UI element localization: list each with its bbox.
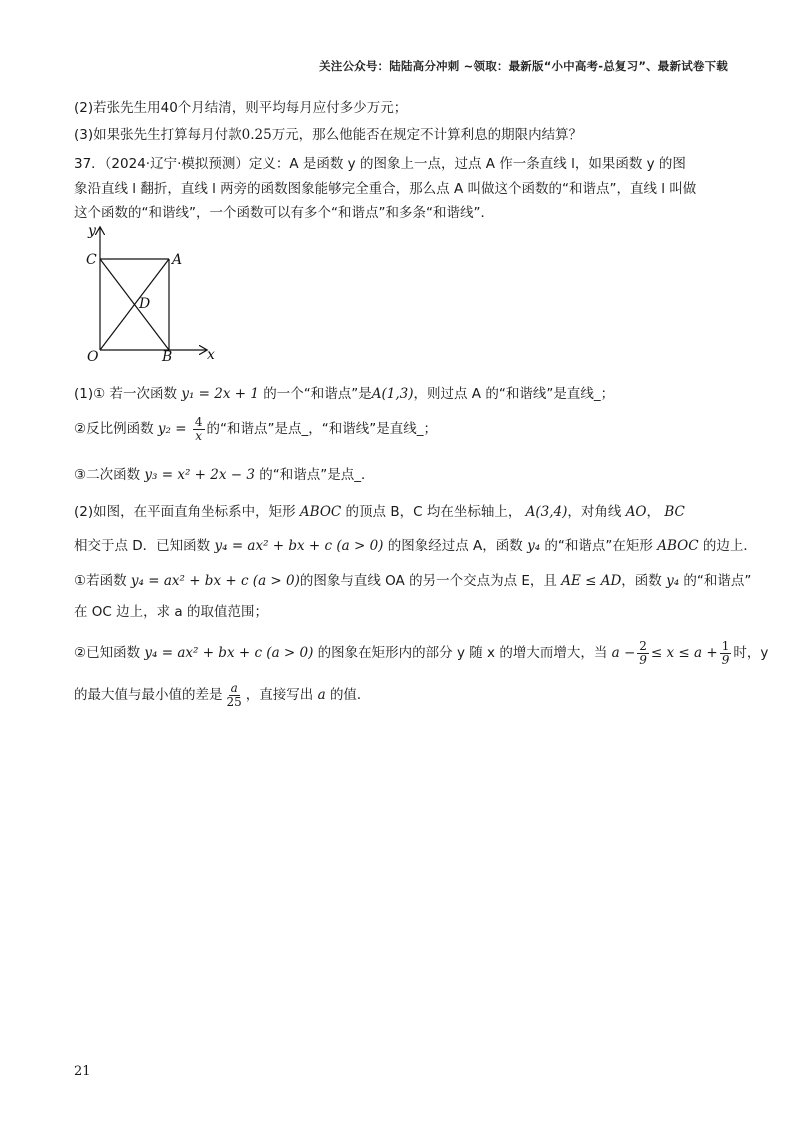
p2-line2-b: 的图象经过点 A，函数	[387, 538, 523, 554]
p2-line1-c: ，对角线	[567, 504, 622, 520]
p2-2-frac1-den: 9	[639, 652, 647, 667]
p2-2-line1-b: 的图象在矩形内的部分 y 随 x 的增大而增大，当	[317, 645, 608, 662]
p2-line1-sep: ，	[646, 504, 661, 520]
q37-p2-2-line1	[74, 640, 768, 666]
p1-2-fraction	[193, 416, 205, 442]
q36-part3-prefix: (3)如果张先生打算每月付款	[74, 127, 242, 143]
label-o: O	[87, 349, 99, 365]
p1-3-suffix: 的“和谐点”是点_．	[259, 467, 375, 483]
p1-1-mid: 的一个“和谐点”是	[263, 386, 372, 402]
q37-intro-line3: 这个函数的“和谐线”，一个函数可以有多个“和谐点”和多条“和谐线”．	[74, 205, 494, 221]
q36-part3-suffix: 万元，那么他能否在规定不计算利息的期限内结算？	[271, 127, 583, 143]
p2-line2-rect: ABOC	[657, 538, 699, 554]
q36-part3-amount: 0.25	[241, 127, 272, 143]
p2-2-ineq-b: ≤ x ≤ a +	[650, 645, 718, 662]
p2-2-line2-a-var: a	[317, 687, 326, 704]
q37-p1-2	[74, 416, 437, 442]
p2-2-fraction1	[637, 640, 649, 666]
p2-1-line1-y4: y₄	[666, 573, 680, 589]
p2-line2-y4: y₄	[527, 538, 541, 554]
p2-2-frac1-num: 2	[639, 639, 647, 653]
q37-p1-1	[74, 382, 614, 402]
label-b: B	[162, 349, 173, 365]
p1-1-suffix: ，则过点 A 的“和谐线”是直线_；	[413, 386, 615, 402]
rectangle-diagram	[74, 222, 224, 368]
p2-1-line1-function: y₄ = ax² + bx + c (a > 0)	[130, 573, 300, 589]
p1-2-lhs: y₂ =	[157, 421, 187, 438]
q37-p2-1-line2: 在 OC 边上，求 a 的取值范围；	[74, 604, 268, 620]
q37-intro-line1: 37．（2024·辽宁·模拟预测）定义：A 是函数 y 的图象上一点，过点 A 作一条直线 l，如果函数 y 的图	[74, 156, 686, 172]
p2-1-line1-inequality: AE ≤ AD	[561, 573, 622, 589]
p1-2-prefix: ②反比例函数	[74, 421, 154, 438]
p2-2-frac3-den: 25	[226, 694, 242, 709]
p2-2-frac2-num: 1	[721, 639, 730, 653]
p1-2-numerator: 4	[194, 415, 203, 429]
p1-1-point: A(1,3)	[371, 386, 414, 402]
p2-1-line1-a: ①若函数	[74, 573, 127, 589]
p2-2-fraction2	[720, 640, 732, 666]
p2-line2-c: 的“和谐点”在矩形	[544, 538, 653, 554]
p2-line2-d: 的边上．	[702, 538, 757, 554]
p1-3-prefix: ③二次函数	[74, 467, 141, 483]
p2-2-line1-a: ②已知函数	[74, 645, 141, 662]
p1-2-suffix: 的“和谐点”是点_，“和谐线”是直线_；	[206, 421, 437, 438]
p2-2-line2-c: 的值．	[329, 687, 371, 704]
p2-line1-a: (2)如图，在平面直角坐标系中，矩形	[74, 504, 296, 520]
p2-2-frac2-den: 9	[721, 652, 730, 667]
page-number: 21	[74, 1064, 91, 1079]
q37-p2-line2	[74, 534, 757, 554]
rectangle-figure	[74, 222, 224, 368]
p2-2-frac3-num: a	[230, 681, 238, 695]
p2-2-fraction3	[225, 682, 244, 708]
p2-1-line1-c: ，函数	[621, 573, 662, 589]
p2-2-line1-c: 时，y	[733, 645, 769, 662]
p2-line1-b: 的顶点 B，C 均在坐标轴上，	[345, 504, 522, 520]
p2-line1-rect: ABOC	[299, 504, 342, 520]
p2-line1-ao: AO	[625, 504, 647, 520]
p1-1-function: y₁ = 2x + 1	[181, 386, 259, 402]
page-header: 关注公众号：陆陆高分冲刺 ~领取：最新版“小中高考-总复习”、最新试卷下载	[319, 59, 728, 73]
p2-line1-bc: BC	[664, 504, 685, 520]
label-c: C	[86, 252, 97, 268]
p2-2-line2-b: ，直接写出	[245, 687, 314, 704]
label-d: D	[139, 296, 151, 312]
label-y: y	[88, 223, 96, 239]
p2-line2-function: y₄ = ax² + bx + c (a > 0)	[214, 538, 384, 554]
p2-1-line1-d: 的“和谐点”	[683, 573, 752, 589]
q37-intro-line2: 象沿直线 l 翻折，直线 l 两旁的函数图象能够完全重合，那么点 A 叫做这个函数的“和谐点”，直线 l 叫做	[74, 181, 697, 197]
p1-1-prefix: (1)① 若一次函数	[74, 386, 178, 402]
q37-p2-2-line2	[74, 682, 370, 708]
q36-part2: (2)若张先生用40个月结清，则平均每月应付多少万元；	[74, 100, 408, 116]
p2-line1-point: A(3,4)	[525, 504, 568, 520]
p1-2-denominator: x	[195, 428, 203, 443]
p2-2-ineq-a: a −	[611, 645, 636, 662]
p2-1-line1-b: 的图象与直线 OA 的另一个交点为点 E，且	[299, 573, 557, 589]
label-x: x	[207, 347, 215, 363]
q37-p2-line1	[74, 500, 685, 520]
q37-p1-3	[74, 463, 375, 483]
p2-2-line2-a: 的最大值与最小值的差是	[74, 687, 223, 704]
p2-line2-a: 相交于点 D．已知函数	[74, 538, 211, 554]
q36-part3	[74, 123, 582, 143]
p2-2-line1-function: y₄ = ax² + bx + c (a > 0)	[144, 645, 314, 662]
p1-3-function: y₃ = x² + 2x − 3	[144, 467, 255, 483]
q37-p2-1-line1	[74, 569, 751, 589]
label-a: A	[172, 252, 183, 268]
